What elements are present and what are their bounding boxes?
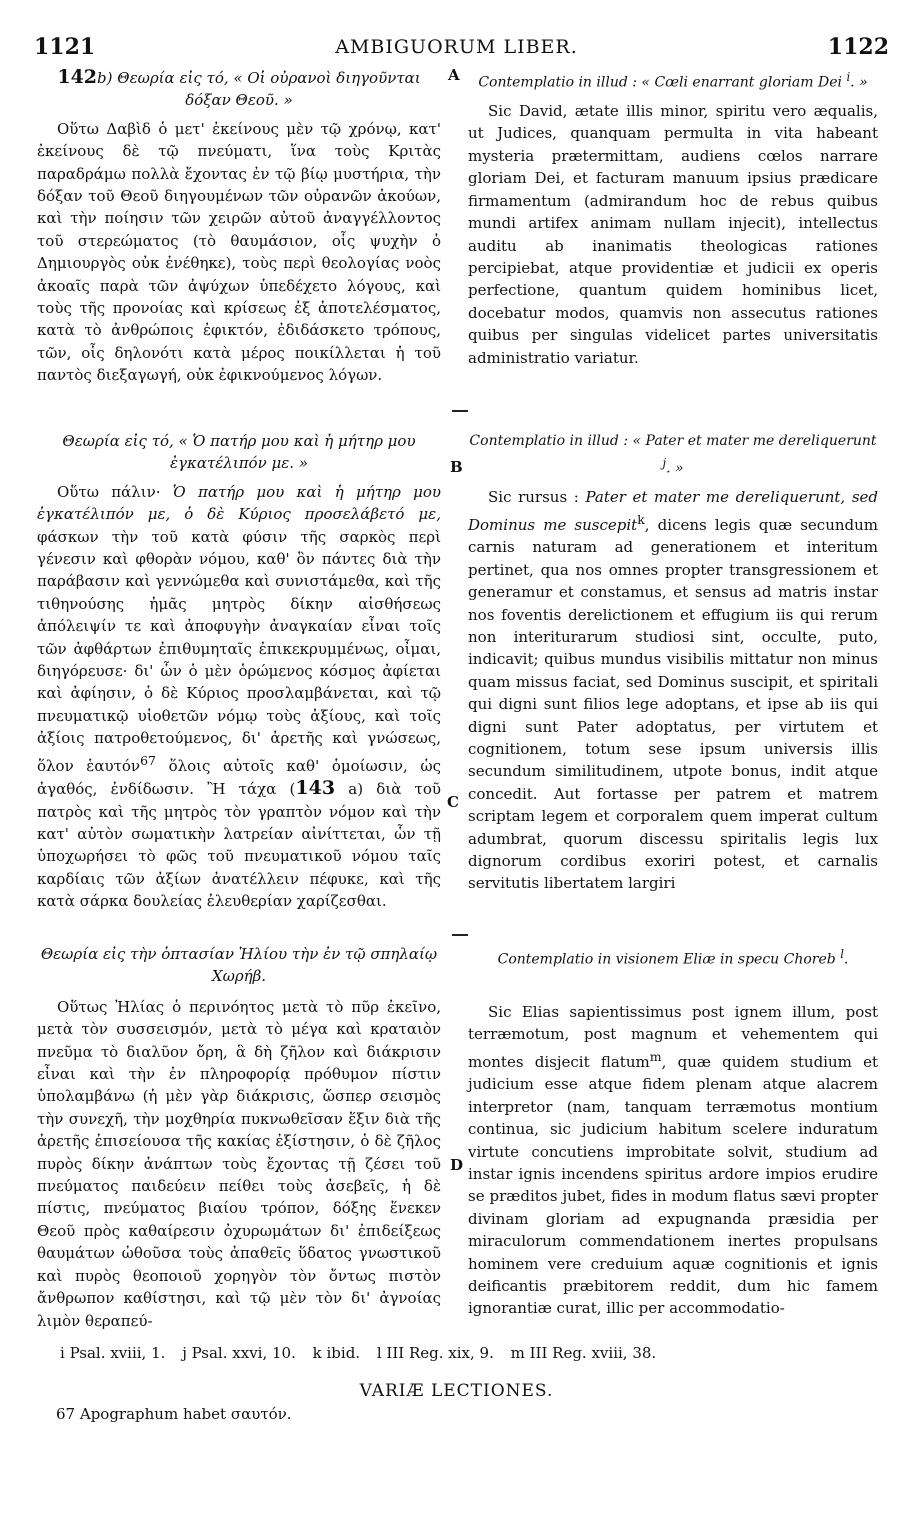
separator-rule — [452, 410, 468, 412]
footnote-j: j Psal. xxvi, 10. — [182, 1344, 296, 1362]
footnote-ref-j: j — [662, 456, 667, 471]
section2-greek-quote: Ὁ πατήρ μου καὶ ἡ μήτηρ μου ἐγκατέλιπόν με, ὁ δὲ Κύριος προσελάβετό με, — [37, 482, 441, 524]
page-number-right: 1122 — [827, 34, 889, 60]
section1-greek — [37, 66, 441, 387]
footnote-m: m III Reg. xviii, 38. — [510, 1344, 657, 1362]
section1-greek-body: Οὕτω Δαβὶδ ὁ μετ' ἐκείνους μὲν τῷ χρόνῳ, κατ' ἐκείνους δὲ τῷ πνεύματι, ἵνα τοὺς Κριτὰς παραδράμω πολλὰ ἔχοντας ἐν τῷ βίῳ μυστήρια, τὴν δόξαν τοῦ Θεοῦ διηγουμένων τῶν οὐρανῶν ἀκούων, καὶ τὴν ποίησιν τῶν χειρῶν αὐτοῦ ἀναγγέλλοντος τοῦ στερεώματος (τὸ θαυμάσιον, οἷς ψυχὴν ὁ Δημιουργὸς οὐκ ἐνέθηκε), τοὺς περὶ θεολογίας νοὸς ἀκοαῖς παρὰ τῶν ἀψύχων ὑπεδέχετο λόγους, καὶ τοὺς τῆς προνοίας καὶ κρίσεως ἐξ ἀποτελέσματος, κατὰ τὸ ἀνθρώποις ἐφικτόν, ἐδιδάσκετο τρόπους, τῶν, οἷς δηλονότι κατὰ μέρος ποικίλλεται ἡ τοῦ παντὸς διεξαγωγή, οὐκ ἐφικνούμενος λόγων. — [37, 119, 441, 385]
variae-lectiones-heading: VARIÆ LECTIONES. — [359, 1381, 554, 1401]
footnote-ref-i: i — [846, 70, 851, 84]
footnote-k: k ibid. — [312, 1344, 361, 1362]
section3-greek-body: Οὕτως Ἠλίας ὁ περινόητος μετὰ τὸ πῦρ ἐκεῖνο, μετὰ τὸν συσσεισμόν, μετὰ τὸ μέγα καὶ κραταιὸν πνεῦμα τὸ διαλῦον ὄρη, ἃ δὴ ζῆλον καὶ διάκρισιν εἶναι καὶ τὴν ἐν πληροφορίᾳ πρόθυμον πίστιν ὑπολαμβάνω (ἡ μὲν γὰρ διάκρισις, ὥσπερ σεισμὸς τὴν συνεχῆ, τὴν μοχθηρία πυκνωθεῖσαν ἕξιν διὰ τῆς ἀρετῆς ἐπισείουσα τῆς κακίας ἐξίστησιν, ὁ δὲ ζῆλος πυρὸς δίκην ἀνάπτων τοὺς ἔχοντας τῇ ζέσει τοῦ πνεύματος παιδεύειν πείθει τοὺς ἀσεβεῖς, ἡ δὲ πίστις, πνεύματος βιαίου τρόπον, δόξης ἕνεκεν Θεοῦ πρὸς καθαίρεσιν ὀχυρωμάτων δι' ἐπιδείξεως θαυμάτων ὠθοῦσα τοὺς ἀπαθεῖς ὕδατος γνωστικοῦ καὶ πυρὸς θεοποιοῦ χορηγὸν τὸν ὄντως πιστὸν ἄνθρωπον καθίστησι, καὶ τῷ μὲν τὸν δι' ἀγνοίας λιμὸν θεραπεύ- — [37, 997, 441, 1330]
section2-greek — [37, 430, 441, 913]
footnote-i: i Psal. xviii, 1. — [60, 1344, 166, 1362]
margin-letter-c: C — [447, 793, 459, 811]
section1-latin-body: Sic David, ætate illis minor, spiritu vero æqualis, ut Judices, quanquam permulta in vita habeant mysteria prætermittam, audiens cœlos narrare gloriam Dei, et facturam manuum ipsius prædicare firmamentum (admirandum hoc de rebus quibus mundi artifex animam nullam injecit), intellectus auditu ab inanimatis theologicas rationes percipiebat, atque providentiæ et judicii ex operis perfectione, quantum quidem hominibus licet, docebatur modos, quamvis non assecutus rationes quibus per singulas videlicet partes universitatis administratio variatur. — [468, 102, 878, 367]
section3-latin-title: Contemplatio in visionem Eliæ in specu Choreb $^l$. — [497, 947, 849, 968]
section2-column-number: 143 — [295, 777, 336, 800]
section1-latin — [468, 66, 878, 369]
section3-greek — [37, 943, 441, 1332]
page-number-left: 1121 — [34, 34, 96, 60]
variant-ref-67: 67 — [140, 752, 156, 768]
margin-letter-d: D — [450, 1156, 464, 1174]
footnote-l: l III Reg. xix, 9. — [376, 1344, 494, 1362]
footnote-ref-l: l — [840, 947, 844, 961]
footnote-ref-k: k — [637, 511, 645, 527]
section2-latin-quote: Pater et mater me dereliquerunt, sed Dominus me suscepit — [468, 488, 879, 534]
section3-latin — [468, 943, 878, 1320]
separator-rule — [452, 934, 468, 936]
running-title: AMBIGUORUM LIBER. — [335, 36, 578, 58]
section2-latin-title: Contemplatio in illud : « Pater et mater me dereliquerunt $^j$. » — [469, 433, 877, 478]
footnote-ref-m: m — [649, 1048, 662, 1064]
section1-greek-title-text: Θεωρία εἰς τό, « Οἱ οὐρανοὶ διηγοῦνται δόξαν Θεοῦ. » — [117, 69, 421, 110]
margin-letter-a: A — [448, 66, 460, 84]
section3-greek-title: Θεωρία εἰς τὴν ὀπτασίαν Ἡλίου τὴν ἐν τῷ σπηλαίῳ Χωρήβ. — [40, 945, 438, 986]
section2-greek-body: Οὕτω πάλιν· Ὁ πατήρ μου καὶ ἡ μήτηρ μου ἐγκατέλιπόν με, ὁ δὲ Κύριος προσελάβετό με, φάσκων τὴν τοῦ κατὰ φύσιν τῆς σαρκὸς περὶ γένεσιν καὶ φθορὰν νόμου, καθ' ὃν πάντες διὰ τὴν παράβασιν καὶ γεννώμεθα καὶ συνιστάμεθα, καὶ τῆς τιθηνούσης ἡμᾶς μητρὸς δίκην αἰσθήσεως ἀπόλειψίν τε καὶ ἀποφυγὴν ἀναγκαίαν εἶναι τοῖς τῶν ἀφθάρτων ἐπιθυμηταῖς ἐπικεκρυμμένως, οἶμαι, διηγόρευσε· δι' ὧν ὁ μὲν ὁρώμενος κόσμος ἀφίεται καὶ ἀφίησιν, ὁ δὲ Κύριος προσλαμβάνεται, καὶ τῷ πνευματικῷ υἱοθετῶν νόμῳ τοὺς ἀξίους, καὶ τοῖς ἀξίοις πατροθετούμενος, δι' ἀρετῆς καὶ γνώσεως, ὅλον ἑαυτόν$^{67}$ ὅλοις αὐτοῖς καθ' ὁμοίωσιν, ὡς ἀγαθός, ἐνδίδωσιν. Ἢ τάχα (143 a) διὰ τοῦ πατρὸς καὶ τῆς μητρὸς τὸν γραπτὸν νόμον καὶ τὴν κατ' αὐτὸν σωματικὴν λατρείαν αἰνίττεται, ὧν τῇ ὑποχωρήσει τὸ φῶς τοῦ πνευματικοῦ νόμου ταῖς καρδίαις τῶν ἀξίων ἀνατέλλειν πέφυκε, καὶ τῆς κατὰ σάρκα δουλείας ἐλευθερίαν χαρίζεσθαι. — [37, 482, 441, 911]
section1-greek-title: 142b) Θεωρία εἰς τό, « Οἱ οὐρανοὶ διηγοῦνται δόξαν Θεοῦ. » — [57, 66, 421, 110]
variant-note-67: 67 Apographum habet σαυτόν. — [56, 1405, 292, 1423]
margin-letter-b: B — [450, 458, 463, 476]
section2-latin-body: Sic rursus : Pater et mater me dereliquerunt, sed Dominus me suscepit$^k$, dicens legis quæ secundum carnis naturam ad generationem et interitum pertinet, qua nos omnes propter transgressionem et generamur et constamus, et sensus ad matris instar nos foventis derelictionem et effugium iis qui rerum non interiturarum studiosi sint, occulte, puto, indicavit; quibus mundus visibilis mittatur non minus quam missus faciat, sed Dominus suscipit, et spiritali qui digni sunt filios lege adoptans, et ipse ab iis qui digni sunt Pater adoptatus, per virtutem et cognitionem, totum sese ipsum universis illis secundum similitudinem, utpote bonus, indit atque concedit. Aut fortasse per patrem et matrem scriptam legem et corporalem quem imperat cultum adumbrat, quorum discessu spiritalis legis lux dignorum cordibus exoriri potest, et carnalis servitutis libertatem largiri — [468, 488, 879, 893]
footnotes — [60, 1344, 860, 1362]
section1-column-number: 142 — [57, 66, 98, 88]
section2-latin — [468, 430, 878, 895]
section2-greek-title: Θεωρία εἰς τό, « Ὁ πατήρ μου καὶ ἡ μήτηρ μου ἐγκατέλιπόν με. » — [62, 432, 416, 473]
section3-latin-body: Sic Elias sapientissimus post ignem illum, post terræmotum, post magnum et vehementem qui montes disjecit flatum$^m$, quæ quidem studium et judicium esse atque fidem plenam atque alacrem interpretor (nam, tanquam terræmotus montium continua, sic judicium habitum scelere induratum virtute concutiens improbitate solvit, studium ad instar ignis incendens spiritus ardore impios erudire se præditos jubet, fides in modum flatus sævi propter divinam gloriam ad expugnanda præsidia per miraculorum commendationem inertes propulsans hominem vere creduium aquæ cognitionis et ignis deificantis præbitorem reddit, dum hic famem ignorantiæ curat, illic per accommodatio- — [468, 1003, 879, 1318]
section1-latin-title: Contemplatio in illud : « Cœli enarrant gloriam Dei $^i$. » — [478, 70, 868, 91]
